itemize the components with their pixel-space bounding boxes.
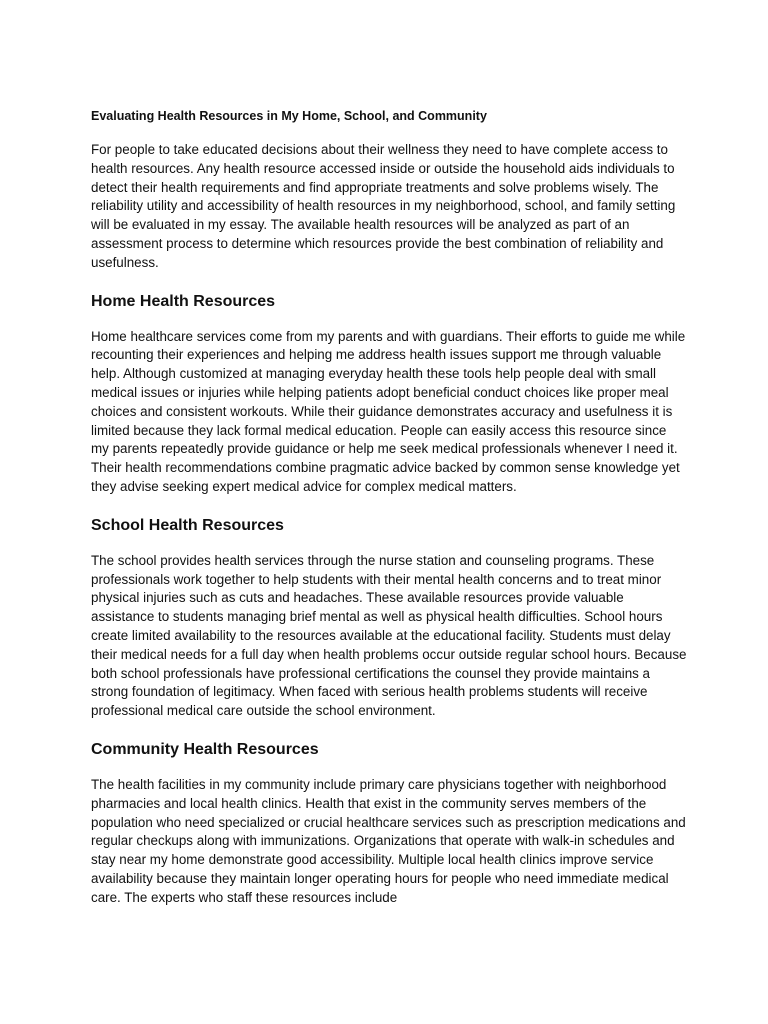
school-health-paragraph: The school provides health services through the nurse station and counseling programs. These professionals work together to help students with their mental health concerns and to treat minor physical injuries such as cuts and headaches. These available resources provide valuable assistance to students managing brief mental as well as physical health difficulties. School hours create limited availability to the resources available at the educational facility. Students must delay their medical needs for a full day when health problems occur outside regular school hours. Because both school professionals have professional certifications the counsel they provide maintains a strong foundation of legitimacy. When faced with serious health problems students will receive professional medical care outside the school environment. xyxy=(91,552,687,719)
community-health-paragraph: The health facilities in my community include primary care physicians together with neighborhood pharmacies and local health clinics. Health that exist in the community serves members of the population who need specialized or crucial healthcare services such as prescription medications and regular checkups along with immunizations. Organizations that operate with walk-in schedules and stay near my home demonstrate good accessibility. Multiple local health clinics improve service availability because they maintain longer operating hours for people who need immediate medical care. The experts who staff these resources include xyxy=(91,776,686,905)
intro-paragraph: For people to take educated decisions about their wellness they need to have complete access to health resources. Any health resource accessed inside or outside the household aids individuals to detect their health requirements and find appropriate treatments and solve problems wisely. The reliability utility and accessibility of health resources in my neighborhood, school, and family setting will be evaluated in my essay. The available health resources will be analyzed as part of an assessment process to determine which resources provide the best combination of reliability and usefulness. xyxy=(91,142,676,270)
document-title: Evaluating Health Resources in My Home, School, and Community xyxy=(91,109,487,123)
community-health-heading: Community Health Resources xyxy=(91,740,319,758)
home-health-paragraph: Home healthcare services come from my parents and with guardians. Their efforts to guide me while recounting their experiences and helping me address health issues support me through valuable help. Although customized at managing everyday health these tools help people deal with small medical issues or injuries while helping patients adopt beneficial conduct choices like proper meal choices and consistent workouts. While their guidance demonstrates accuracy and usefulness it is limited because they lack formal medical education. People can easily access this resource since my parents repeatedly provide guidance or help me seek medical professionals whenever I need it. Their health recommendations combine pragmatic advice backed by common sense knowledge yet they advise seeking expert medical advice for complex medical matters. xyxy=(91,328,686,494)
document-page xyxy=(91,107,687,908)
school-health-heading: School Health Resources xyxy=(91,516,284,534)
home-health-heading: Home Health Resources xyxy=(91,292,276,310)
